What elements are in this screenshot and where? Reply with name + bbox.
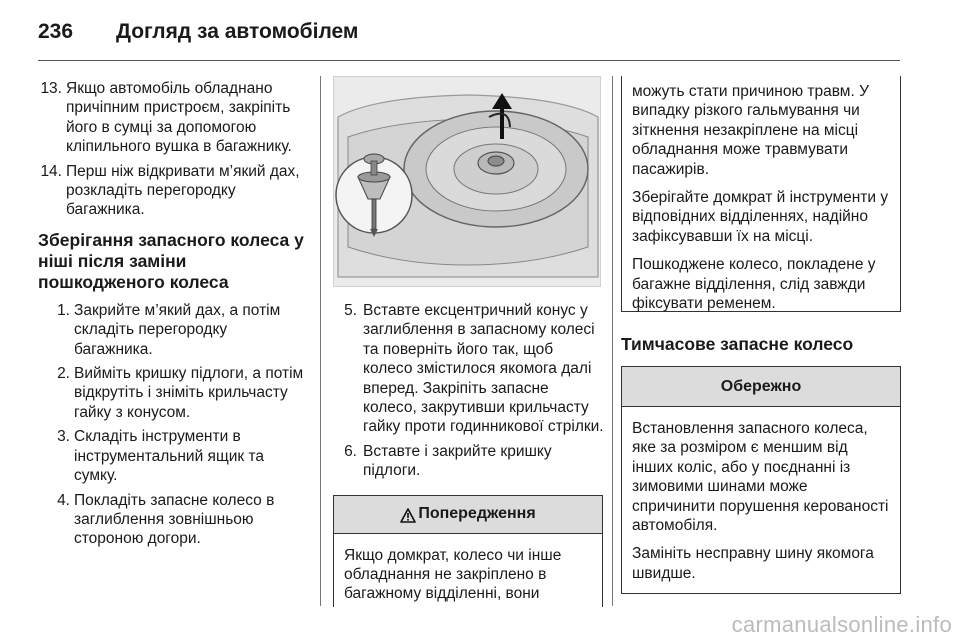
step-number: 1. [57, 301, 70, 319]
steps-list-a [38, 79, 308, 220]
step-number: 2. [57, 365, 70, 383]
list-item [46, 427, 308, 485]
page-number: 236 [38, 20, 74, 43]
spare-wheel-illustration [333, 76, 601, 287]
step-text: Складіть інструменти в інструментальний ящик та сумку. [74, 428, 264, 485]
warning-continued-text-3: Пошкоджене колесо, покладене у багажне відділення, слід завжди фіксувати ременем. [632, 256, 876, 313]
caution-box-header [622, 367, 900, 407]
step-text: Вставте і закрийте кришку підлоги. [363, 442, 552, 480]
step-text: Покладіть запасне колесо в заглиблення зовнішньою стороною догори. [74, 491, 275, 548]
spare-wheel-drawing [334, 77, 601, 287]
column-1 [38, 79, 308, 554]
caution-text-1: Встановлення запасного колеса, яке за розміром є меншим від інших коліс, або у поєднанні із зимовими шинами може спричинити порушення керованості автомобіля. [632, 420, 889, 535]
warning-body [334, 534, 602, 607]
warning-text: Якщо домкрат, колесо чи інше обладнання не закріплено в багажному відділенні, вони [344, 546, 562, 603]
caution-text-2: Замініть несправну шину якомога швидше. [632, 545, 874, 582]
step-number: 6. [344, 442, 357, 460]
warning-box-header [334, 496, 602, 534]
warning-box [333, 495, 603, 607]
step-number: 4. [57, 491, 70, 509]
step-number: 3. [57, 428, 70, 446]
step-number: 5. [344, 302, 357, 319]
list-item [333, 301, 605, 437]
step-text: Вставте ексцентричний конус у заглиблення в запасному колесі та поверніть його так, щоб колесо змістилося якомога далі вперед. Закріпіть запасне колесо, закрутивши крильчасту гайку проти годинникової стрілки. [363, 302, 604, 436]
step-text: Перш ніж відкривати м’який дах, розкладіть перегородку багажника. [66, 162, 300, 219]
header-rule [38, 60, 900, 61]
caution-body [622, 407, 900, 593]
step-number: 14. [40, 162, 62, 180]
warning-continued-text-1: можуть стати причиною травм. У випадку різкого гальмування чи зіткнення незакріплене на місці обладнання може травмувати пасажирів. [632, 83, 869, 178]
section-title-storage: Зберігання запасного колеса у ніші після заміни пошкодженого колеса [38, 229, 304, 292]
step-text: Вийміть кришку підлоги, а потім відкрутіть і зніміть крильчасту гайку з конусом. [74, 365, 304, 421]
warning-triangle-icon [400, 508, 416, 523]
column-3 [621, 76, 901, 594]
list-item [46, 301, 308, 359]
list-item [38, 162, 308, 220]
section-title-temporary-spare: Тимчасове запасне колесо [621, 334, 854, 354]
warning-continued-text-2: Зберігайте домкрат й інструменти у відповідних відділеннях, надійно зафіксувавши їх на місці. [632, 189, 889, 245]
step-text: Закрийте м’який дах, а потім складіть перегородку багажника. [74, 301, 281, 358]
column-2 [333, 76, 605, 607]
column-divider-2 [612, 76, 613, 606]
list-item [46, 491, 308, 549]
steps-list-c [333, 301, 605, 481]
watermark: carmanualsonline.info [731, 612, 952, 637]
caution-title: Обережно [720, 377, 802, 395]
caution-box [621, 366, 901, 594]
list-item [38, 79, 308, 157]
step-text: Якщо автомобіль обладнано причіпним пристроєм, закріпіть його в сумці за допомогою кліпильного вушка в багажнику. [66, 80, 292, 156]
column-divider-1 [320, 76, 321, 606]
page-header [38, 20, 358, 50]
step-number: 13. [40, 80, 62, 97]
chapter-title: Догляд за автомобілем [116, 20, 359, 43]
warning-box-continued [621, 76, 901, 312]
list-item [333, 442, 605, 481]
steps-list-b [46, 301, 308, 549]
list-item [46, 364, 308, 422]
warning-title: Попередження [418, 505, 536, 523]
